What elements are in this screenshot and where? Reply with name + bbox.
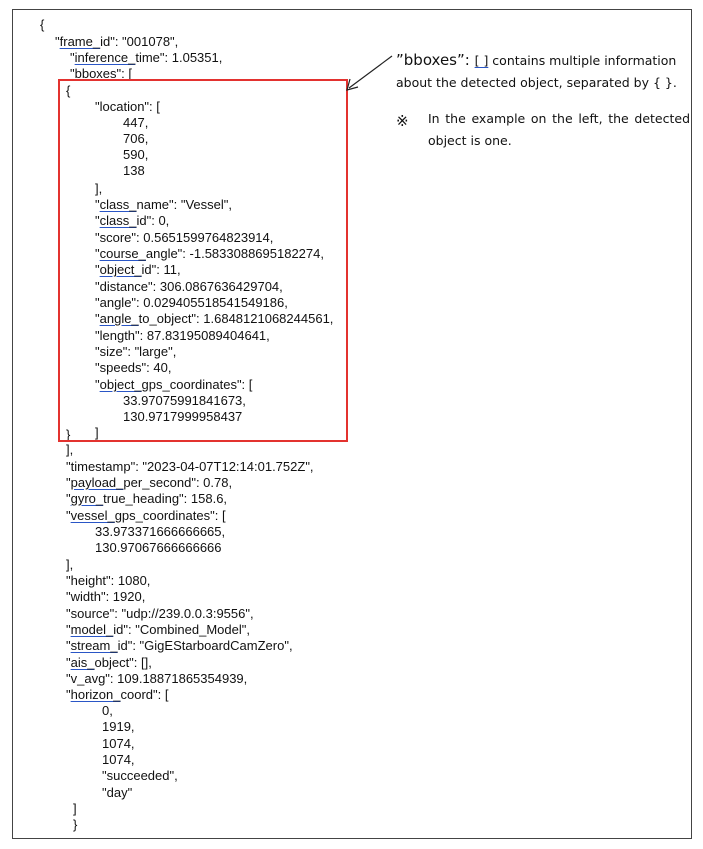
json-text: "score": 0.5651599764823914, xyxy=(95,230,274,245)
bbox-highlight-box xyxy=(58,79,348,442)
json-text: { xyxy=(40,17,45,32)
json-key-underlined: vessel_ xyxy=(70,508,115,523)
json-text: { xyxy=(66,83,71,98)
json-text: id": "GigEStarboardCamZero", xyxy=(117,638,293,653)
json-text: object": [], xyxy=(94,655,152,670)
json-text: id": 11, xyxy=(141,262,181,277)
reference-mark-icon: ※ xyxy=(396,112,409,130)
json-text: " xyxy=(95,246,100,261)
bboxes-description: contains multiple information about the detected object, separated by { }. xyxy=(396,53,677,90)
json-text: true_heading": 158.6, xyxy=(103,491,228,506)
json-text: } xyxy=(73,817,78,832)
json-text: 0, xyxy=(102,703,113,718)
json-line xyxy=(66,573,150,589)
json-line xyxy=(95,540,222,556)
json-text: id": "001078", xyxy=(100,34,179,49)
json-text: gps_coordinates": [ xyxy=(141,377,253,392)
json-text: "location": [ xyxy=(95,99,160,114)
json-key-underlined: object_ xyxy=(99,377,142,392)
json-key-underlined: frame_ xyxy=(59,34,101,49)
json-text: coord": [ xyxy=(120,687,169,702)
bboxes-brackets: [ ] xyxy=(474,53,489,68)
json-text: " xyxy=(66,655,71,670)
json-text: "source": "udp://239.0.0.3:9556", xyxy=(66,606,254,621)
json-text: "height": 1080, xyxy=(66,573,151,588)
json-text: " xyxy=(70,50,75,65)
json-text: 33.973371666666665, xyxy=(95,524,226,539)
json-text: id": 0, xyxy=(136,213,170,228)
json-text: " xyxy=(66,475,71,490)
json-key-underlined: class_ xyxy=(99,213,137,228)
json-text: ], xyxy=(66,442,74,457)
json-line xyxy=(66,589,145,605)
json-text: " xyxy=(95,213,100,228)
json-text: ], xyxy=(66,557,74,572)
json-line xyxy=(66,442,73,458)
json-line xyxy=(73,801,77,817)
json-text: "day" xyxy=(102,785,133,800)
json-line xyxy=(95,524,225,540)
json-key-underlined: angle_ xyxy=(99,311,139,326)
json-text: 138 xyxy=(123,163,145,178)
json-line xyxy=(66,671,247,687)
json-line xyxy=(66,687,168,703)
json-text: } xyxy=(66,427,71,442)
json-text: name": "Vessel", xyxy=(136,197,232,212)
json-text: 706, xyxy=(123,131,149,146)
json-line xyxy=(66,557,73,573)
json-line xyxy=(66,475,232,491)
json-line xyxy=(66,622,250,638)
json-text: "length": 87.83195089404641, xyxy=(95,328,270,343)
json-text: "width": 1920, xyxy=(66,589,146,604)
json-text: to_object": 1.6848121068244561, xyxy=(138,311,334,326)
json-line xyxy=(40,17,44,33)
json-line xyxy=(102,752,135,768)
json-text: " xyxy=(95,377,100,392)
bboxes-key: ”bboxes”: xyxy=(396,51,475,69)
json-text: time": 1.05351, xyxy=(135,50,223,65)
json-text: "distance": 306.0867636429704, xyxy=(95,279,283,294)
json-key-underlined: stream_ xyxy=(70,638,118,653)
bboxes-note xyxy=(396,49,688,94)
json-line xyxy=(70,50,222,66)
json-text: ] xyxy=(95,425,99,440)
json-text: "v_avg": 109.18871865354939, xyxy=(66,671,248,686)
json-line xyxy=(102,703,113,719)
json-text: 1919, xyxy=(102,719,135,734)
json-text: " xyxy=(66,622,71,637)
json-text: "angle": 0.029405518541549186, xyxy=(95,295,288,310)
json-line xyxy=(102,719,135,735)
json-key-underlined: inference_ xyxy=(74,50,136,65)
json-text: 1074, xyxy=(102,752,135,767)
json-text: "speeds": 40, xyxy=(95,360,172,375)
json-text: "timestamp": "2023-04-07T12:14:01.752Z", xyxy=(66,459,314,474)
json-line xyxy=(66,655,152,671)
json-key-underlined: payload_ xyxy=(70,475,124,490)
json-line xyxy=(73,817,77,833)
json-line xyxy=(102,736,135,752)
json-text: " xyxy=(66,491,71,506)
json-text: "bboxes": [ xyxy=(70,66,132,81)
json-text: angle": -1.5833088695182274, xyxy=(145,246,324,261)
example-note: In the example on the left, the detected object is one. xyxy=(428,111,690,148)
json-text: " xyxy=(66,687,71,702)
json-key-underlined: model_ xyxy=(70,622,114,637)
json-line xyxy=(66,508,226,524)
json-text: " xyxy=(55,34,60,49)
json-text: " xyxy=(66,638,71,653)
json-line xyxy=(66,606,254,622)
json-key-underlined: ais_ xyxy=(70,655,95,670)
json-text: " xyxy=(66,508,71,523)
json-text: 590, xyxy=(123,147,149,162)
json-key-underlined: gyro_ xyxy=(70,491,104,506)
arrow-icon xyxy=(340,52,400,94)
json-text: ], xyxy=(95,181,103,196)
json-text: ] xyxy=(73,801,77,816)
json-line xyxy=(102,768,178,784)
json-text: "size": "large", xyxy=(95,344,177,359)
json-text: 130.9717999958437 xyxy=(123,409,243,424)
json-text: 33.97075991841673, xyxy=(123,393,246,408)
json-text: id": "Combined_Model", xyxy=(113,622,250,637)
json-text: 130.97067666666666 xyxy=(95,540,222,555)
json-text: "succeeded", xyxy=(102,768,178,783)
json-line xyxy=(66,491,227,507)
json-text: " xyxy=(95,262,100,277)
json-key-underlined: course_ xyxy=(99,246,146,261)
json-text: 447, xyxy=(123,115,149,130)
json-text: 1074, xyxy=(102,736,135,751)
json-line xyxy=(102,785,132,801)
json-text: per_second": 0.78, xyxy=(123,475,233,490)
json-key-underlined: class_ xyxy=(99,197,137,212)
json-text: gps_coordinates": [ xyxy=(114,508,226,523)
json-key-underlined: horizon_ xyxy=(70,687,121,702)
json-text: " xyxy=(95,311,100,326)
json-line xyxy=(66,638,293,654)
json-key-underlined: object_ xyxy=(99,262,142,277)
json-line xyxy=(55,34,178,50)
json-text: " xyxy=(95,197,100,212)
json-line xyxy=(66,459,314,475)
